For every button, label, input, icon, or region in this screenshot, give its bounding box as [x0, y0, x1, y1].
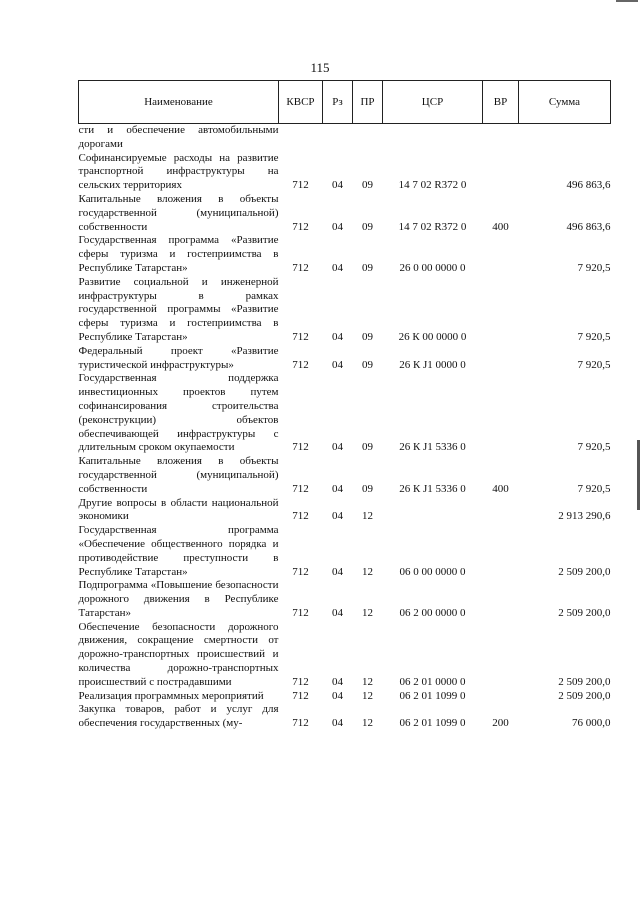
- table-row: [79, 621, 611, 690]
- row-vr: [483, 124, 519, 152]
- row-pr: 09: [362, 261, 373, 274]
- row-rz: 04: [332, 675, 343, 688]
- row-name: Государственная программа «Развитие сферы туризма и гостеприимства в Республике Татарстан»: [78, 234, 279, 274]
- row-rz: 04: [332, 330, 343, 343]
- row-kvsr: [279, 124, 323, 152]
- row-pr: 12: [362, 510, 373, 523]
- row-name: сти и обеспечение автомобильными дорогами: [78, 124, 279, 150]
- row-rz: 04: [332, 482, 343, 495]
- row-sum: 7 920,5: [577, 441, 611, 454]
- row-rz: 04: [332, 261, 343, 274]
- table-row: [79, 524, 611, 579]
- row-vr: [483, 497, 519, 525]
- header-pr: ПР: [353, 81, 383, 124]
- row-vr: [483, 524, 519, 579]
- row-sum: 2 509 200,0: [558, 606, 611, 619]
- header-kvsr: КВСР: [279, 81, 323, 124]
- row-name: Капитальные вложения в объекты государственной (муниципальной) собственности: [78, 192, 279, 233]
- table-row: [79, 345, 611, 373]
- row-kvsr: 712: [292, 675, 309, 688]
- table-row: [79, 372, 611, 455]
- header-csr: ЦСР: [383, 81, 483, 124]
- row-rz: 04: [332, 441, 343, 454]
- row-rz: 04: [332, 689, 343, 702]
- row-name: Реализация программных мероприятий: [78, 689, 264, 702]
- row-pr: 09: [362, 441, 373, 454]
- row-sum: 2 509 200,0: [558, 565, 611, 578]
- row-sum: 496 863,6: [566, 179, 611, 192]
- row-rz: 04: [332, 179, 343, 192]
- row-name: Софинансируемые расходы на развитие транспортной инфраструктуры на сельских территориях: [78, 151, 279, 192]
- row-kvsr: 712: [292, 441, 309, 454]
- row-csr: 26 К J1 5336 0: [399, 441, 466, 454]
- row-name: Подпрограмма «Повышение безопасности дорожного движения в Республике Татарстан»: [78, 579, 279, 619]
- table-row: [79, 234, 611, 275]
- row-csr: 06 2 00 0000 0: [399, 606, 466, 619]
- row-name: Государственная поддержка инвестиционных проектов путем софинансирования строительства (реконструкции) объектов обеспечивающей инфраструктуры с длительным сроком окупаемости: [78, 372, 279, 454]
- budget-table: [78, 80, 611, 731]
- scan-edge-mark-top: [616, 0, 638, 2]
- row-name: Закупка товаров, работ и услуг для обеспечения государственных (му-: [78, 703, 279, 730]
- row-name: Другие вопросы в области национальной экономики: [78, 496, 279, 523]
- row-vr: [483, 345, 519, 373]
- row-pr: 12: [362, 675, 373, 688]
- table-row: [79, 455, 611, 496]
- row-kvsr: 712: [292, 717, 309, 730]
- row-rz: 04: [332, 717, 343, 730]
- row-sum: 7 920,5: [577, 482, 611, 495]
- row-kvsr: 712: [292, 330, 309, 343]
- row-kvsr: 712: [292, 261, 309, 274]
- row-name: Федеральный проект «Развитие туристической инфраструктуры»: [78, 344, 279, 371]
- row-vr: [483, 152, 519, 193]
- row-kvsr: 712: [292, 482, 309, 495]
- table-row: [79, 497, 611, 525]
- row-rz: 04: [332, 220, 343, 233]
- row-pr: 09: [362, 220, 373, 233]
- table-row: [79, 690, 611, 704]
- row-pr: 09: [362, 179, 373, 192]
- row-pr: 12: [362, 689, 373, 702]
- row-pr: 09: [362, 482, 373, 495]
- row-kvsr: 712: [292, 220, 309, 233]
- row-vr: 200: [492, 717, 509, 730]
- row-csr: [383, 497, 483, 525]
- row-vr: [483, 579, 519, 620]
- row-sum: 7 920,5: [577, 261, 611, 274]
- row-csr: 06 0 00 0000 0: [399, 565, 466, 578]
- row-vr: [483, 690, 519, 704]
- header-sum: Сумма: [519, 81, 611, 124]
- table-row: [79, 124, 611, 152]
- header-name: Наименование: [79, 81, 279, 124]
- row-name: Обеспечение безопасности дорожного движения, сокращение смертности от дорожно-транспортных происшествий и количества дорожно-транспортных происшествий с пострадавшими: [78, 620, 279, 688]
- row-pr: 12: [362, 606, 373, 619]
- row-pr: 12: [362, 717, 373, 730]
- row-csr: 06 2 01 1099 0: [399, 717, 466, 730]
- row-csr: 14 7 02 R372 0: [398, 179, 467, 192]
- row-csr: 14 7 02 R372 0: [398, 220, 467, 233]
- row-rz: 04: [332, 510, 343, 523]
- row-pr: 09: [362, 358, 373, 371]
- table-row: [79, 276, 611, 345]
- row-csr: 26 К J1 0000 0: [399, 358, 466, 371]
- row-name: Развитие социальной и инженерной инфраструктуры в рамках государственной программы «Развитие сферы туризма и гостеприимства в Республике Татарстан»: [78, 275, 279, 343]
- row-pr: 09: [362, 330, 373, 343]
- table-row: [79, 579, 611, 620]
- table-body: [79, 124, 611, 732]
- row-vr: [483, 621, 519, 690]
- row-kvsr: 712: [292, 510, 309, 523]
- row-kvsr: 712: [292, 606, 309, 619]
- table-header-row: [79, 81, 611, 124]
- row-csr: 26 К 00 0000 0: [398, 330, 467, 343]
- row-sum: 76 000,0: [572, 717, 611, 730]
- row-name: Государственная программа «Обеспечение общественного порядка и противодействие преступности в Республике Татарстан»: [78, 524, 279, 578]
- row-sum: 496 863,6: [566, 220, 611, 233]
- row-kvsr: 712: [292, 565, 309, 578]
- row-csr: 06 2 01 1099 0: [399, 689, 466, 702]
- row-rz: 04: [332, 606, 343, 619]
- row-csr: [383, 124, 483, 152]
- row-vr: [483, 234, 519, 275]
- row-kvsr: 712: [292, 689, 309, 702]
- table-row: [79, 152, 611, 193]
- row-kvsr: 712: [292, 358, 309, 371]
- header-vr: ВР: [483, 81, 519, 124]
- row-kvsr: 712: [292, 179, 309, 192]
- row-rz: [323, 124, 353, 152]
- row-pr: 12: [362, 565, 373, 578]
- row-vr: [483, 372, 519, 455]
- row-rz: 04: [332, 565, 343, 578]
- row-sum: [519, 124, 611, 152]
- row-sum: 7 920,5: [577, 330, 611, 343]
- row-pr: [353, 124, 383, 152]
- row-sum: 2 509 200,0: [558, 675, 611, 688]
- row-sum: 7 920,5: [577, 358, 611, 371]
- row-rz: 04: [332, 358, 343, 371]
- table-row: [79, 703, 611, 731]
- row-csr: 26 К J1 5336 0: [399, 482, 466, 495]
- row-vr: 400: [492, 482, 509, 495]
- page-number: 115: [310, 60, 330, 75]
- row-name: Капитальные вложения в объекты государственной (муниципальной) собственности: [78, 455, 279, 495]
- row-csr: 06 2 01 0000 0: [399, 675, 466, 688]
- row-vr: [483, 276, 519, 345]
- row-sum: 2 913 290,6: [558, 510, 611, 523]
- header-rz: Рз: [323, 81, 353, 124]
- table-row: [79, 193, 611, 234]
- row-vr: 400: [492, 220, 509, 233]
- row-csr: 26 0 00 0000 0: [399, 261, 466, 274]
- row-sum: 2 509 200,0: [558, 689, 611, 702]
